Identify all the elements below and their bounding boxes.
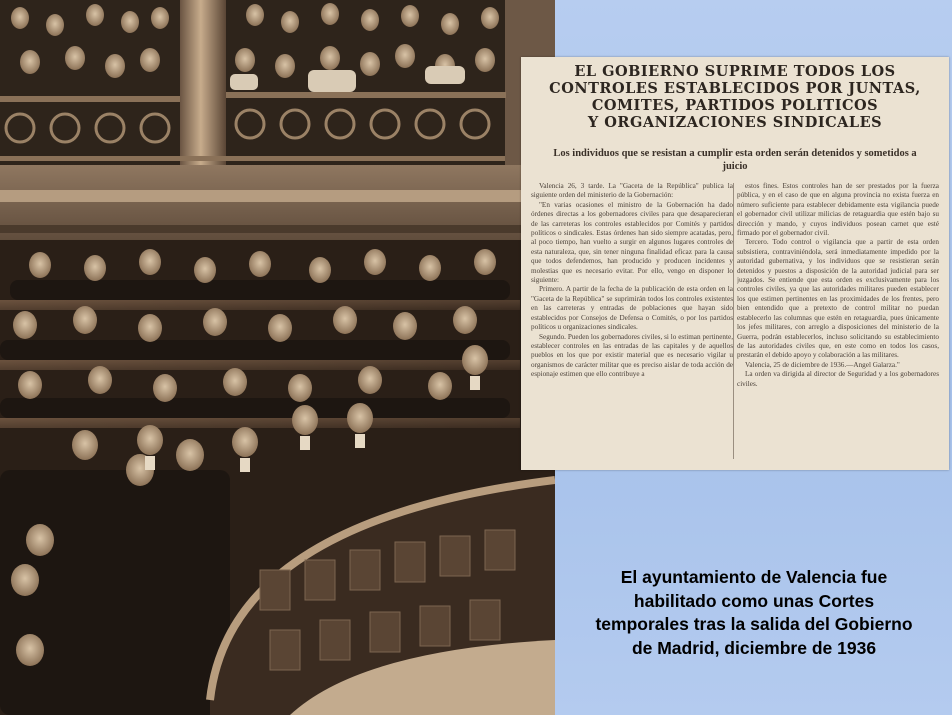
clipping-left-column [531, 182, 733, 464]
right-paragraph-4: La orden va dirigida al director de Seguridad y a los gobernadores civiles. [737, 370, 939, 388]
cornice-band [0, 190, 555, 202]
left-paragraph-3: Primero. A partir de la fecha de la publicación de esta orden en la "Gaceta de la República" se suprimirán todos los controles existentes en las carreteras y entradas de poblaciones que hayan sido establecidos por Consejos de Defensa o Comités, o por los partidos políticos u organizaciones sindicales. [531, 285, 733, 332]
headline-line-3: COMITES, PARTIDOS POLITICOS [591, 97, 879, 114]
marble-column [180, 0, 226, 165]
right-paragraph-2: Tercero. Todo control o vigilancia que a partir de esta orden subsistiera, contraviniéndola, será inmediatamente impedido por la autoridad gubernativa, y los individuos que se resistieran serán detenidos y puestos a disposición de la autoridad judicial para ser juzgados. Se entiende que esta orden es exclusivamente para los controles civiles, ya que las autoridades militares pueden establecer los que estimen pertinentes en las proximidades de los frentes, pero bien entendido que a pretexto de control militar no puedan establecerlo las columnas que estén en retaguardia, pues únicamente los jefes militares, con arreglo a disposiciones del ministerio de la Guerra, podrán establecerlos, incluso solicitando su establecimiento de las autoridades civiles que, en este como en todos los casos, prestarán el debido apoyo y colaboración a las militares. [737, 238, 939, 360]
caption-line-4: de Madrid, diciembre de 1936 [631, 637, 877, 658]
headline-line-1: EL GOBIERNO SUPRIME TODOS LOS [574, 63, 896, 80]
slide-caption [556, 566, 952, 660]
right-paragraph-1: estos fines. Estos controles han de ser prestados por la fuerza pública, y en el caso de que en alguna provincia no exista fuerza en número suficiente para establecer debidamente esta vigilancia puede el gobernador civil utilizar milicias de retaguardia que estén bajo su dirección y mando, y cuyos individuos posean carnet que esté firmado por el gobernador civil. [737, 182, 939, 238]
caption-line-3: temporales tras la salida del Gobierno [595, 614, 913, 634]
right-paragraph-3: Valencia, 25 de diciembre de 1936.—Angel Galarza." [745, 360, 900, 369]
headline-line-4: Y ORGANIZACIONES SINDICALES [587, 114, 883, 131]
cornice-shadow [0, 225, 555, 233]
newspaper-clipping [521, 57, 949, 470]
clipping-headline [521, 63, 949, 131]
left-paragraph-2: "En varias ocasiones el ministro de la Gobernación ha dado órdenes directas a los gobernadores civiles para que desaparecieran de las carreteras los controles establecidos por Comités y partidos políticos o sindicales. Estas órdenes han sido siempre acatadas, pero, al poco tiempo, han vuelto a surgir en algunos lugares controles de esta naturaleza, que, sin tener ninguna finalidad eficaz para la causa que todos defendemos, han producido y producen incidentes y molestias que es necesario evitar. Por ello, vengo en disponer lo siguiente: [531, 200, 733, 285]
column-divider [733, 183, 734, 459]
caption-line-1: El ayuntamiento de Valencia fue [620, 567, 888, 587]
left-paragraph-1: Valencia 26, 3 tarde. La "Gaceta de la República" publica la siguiente orden del ministerio de la Gobernación: [531, 182, 733, 200]
gallery-back [0, 0, 555, 180]
left-paragraph-4: Segundo. Pueden los gobernadores civiles, si lo estiman pertinente, establecer controles en las entradas de las capitales y de aquellos pueblos en los que por existir material que es necesario vigilar u organismos de carácter militar que es preciso aislar de toda acción de espionaje estimen que ello contribuye a [531, 332, 733, 379]
caption-line-2: habilitado como unas Cortes [633, 590, 875, 611]
clipping-subhead: Los individuos que se resistan a cumplir esta orden serán detenidos y sometidos a juicio [553, 148, 917, 172]
clipping-right-column [737, 182, 939, 464]
headline-line-2: CONTROLES ESTABLECIDOS POR JUNTAS, [549, 80, 921, 97]
